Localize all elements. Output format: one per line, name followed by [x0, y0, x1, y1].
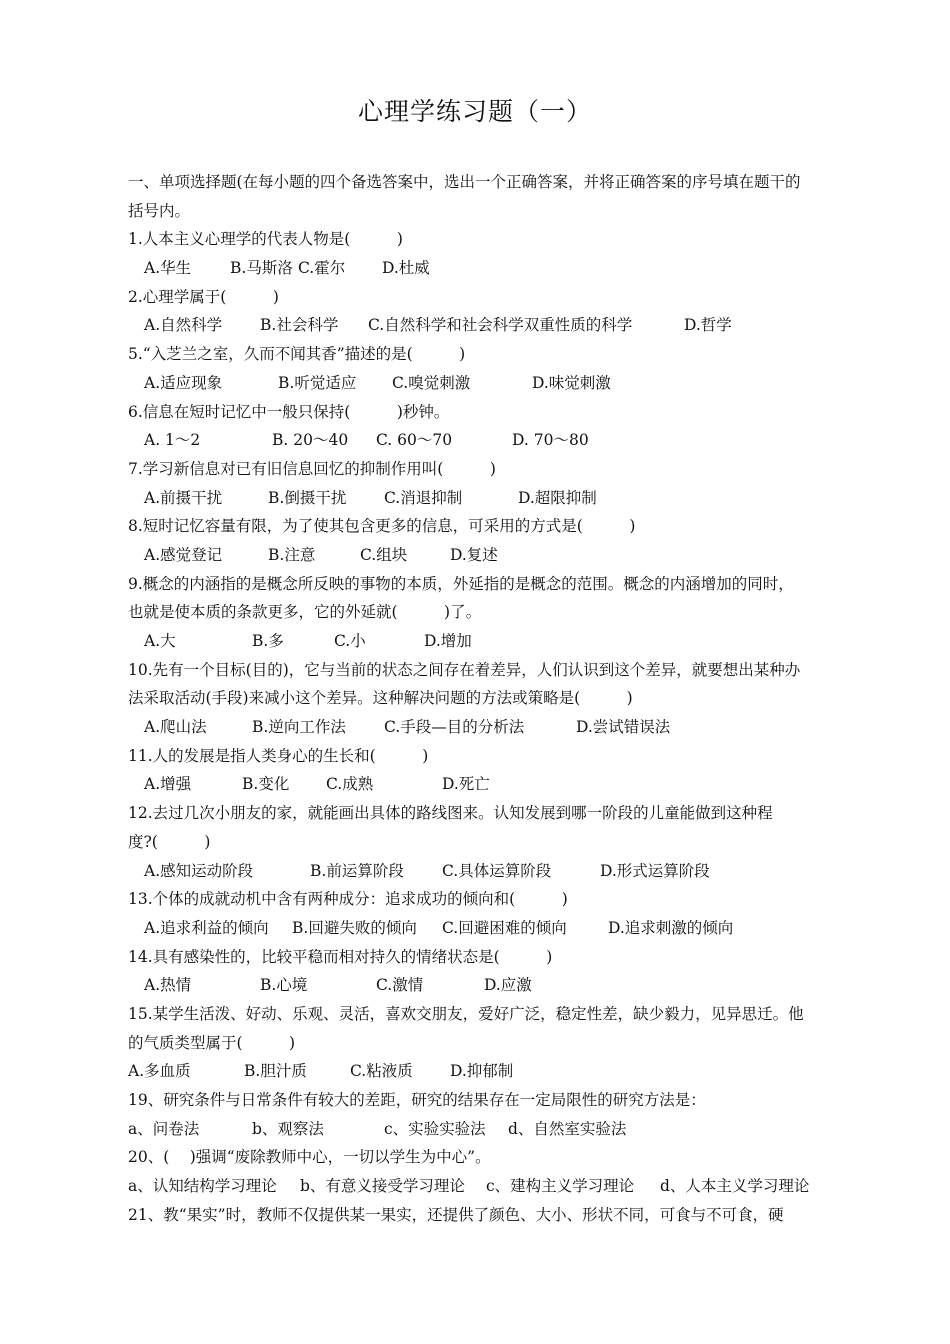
question-stem: 21、教“果实”时，教师不仅提供某一果实，还提供了颜色、大小、形状不同，可食与不可食，硬 [128, 1205, 784, 1224]
option: A. 1～2 [144, 431, 201, 450]
option: A.前摄干扰 [144, 488, 223, 507]
option-row [128, 770, 850, 799]
option: C.消退抑制 [384, 488, 463, 507]
option: C.小 [334, 632, 366, 650]
option: C.自然科学和社会科学双重性质的科学 [368, 316, 633, 335]
option: A.爬山法 [144, 718, 207, 737]
option: C.具体运算阶段 [442, 861, 552, 880]
question-stem: 2.心理学属于( ) [128, 287, 279, 306]
question-stem: 7.学习新信息对已有旧信息回忆的抑制作用叫( ) [128, 459, 496, 478]
option: A.自然科学 [144, 316, 223, 335]
option-row [128, 311, 850, 340]
option: D.增加 [424, 632, 472, 650]
option-row [128, 857, 850, 886]
option-row [128, 914, 850, 943]
option: A.追求利益的倾向 [144, 918, 269, 937]
option: D.复述 [450, 545, 498, 564]
option: B.回避失败的倾向 [292, 918, 417, 937]
option: A.多血质 [128, 1062, 191, 1081]
option: C.霍尔 [298, 259, 346, 278]
option: C.嗅觉刺激 [392, 373, 471, 392]
option: B.多 [252, 632, 284, 650]
option: A.增强 [144, 775, 192, 794]
option-row [128, 1057, 850, 1086]
option: C. 60～70 [376, 431, 453, 450]
option: B.倒摄干扰 [268, 488, 347, 507]
question-stem: 15.某学生活泼、好动、乐观、灵活，喜欢交朋友，爱好广泛，稳定性差，缺少毅力，见异思迁。他 [128, 1004, 804, 1023]
option: A.热情 [144, 976, 192, 995]
option: A.感知运动阶段 [144, 861, 254, 880]
question-stem: 14.具有感染性的，比较平稳而相对持久的情绪状态是( ) [128, 947, 553, 966]
option-row [128, 541, 850, 570]
question-stem: 12.去过几次小朋友的家，就能画出具体的路线图来。认知发展到哪一阶段的儿童能做到这种程 [128, 804, 773, 823]
option-row [128, 254, 850, 283]
option: B.变化 [242, 775, 290, 794]
option: C.激情 [376, 976, 424, 995]
option-row [128, 1115, 850, 1144]
option-row [128, 369, 850, 398]
option: d、自然室实验法 [508, 1119, 627, 1138]
question-stem: 10.先有一个目标(目的)，它与当前的状态之间存在着差异，人们认识到这个差异，就要想出某种办 [128, 660, 801, 679]
option: a、问卷法 [128, 1119, 200, 1138]
question-stem: 法采取活动(手段)来减小这个差异。这种解决问题的方法或策略是( ) [128, 689, 633, 708]
option: c、实验实验法 [384, 1119, 486, 1138]
option: d、人本主义学习理论 [660, 1177, 810, 1196]
option: A.感觉登记 [144, 545, 223, 564]
option: b、观察法 [252, 1119, 324, 1138]
question-stem: 20、( )强调“废除教师中心，一切以学生为中心”。 [128, 1148, 491, 1167]
option: B.社会科学 [260, 316, 339, 335]
option: C.回避困难的倾向 [442, 918, 567, 937]
question-stem: 19、研究条件与日常条件有较大的差距，研究的结果存在一定局限性的研究方法是： [128, 1091, 706, 1109]
option: C.成熟 [326, 775, 374, 794]
option: C.组块 [360, 545, 408, 564]
option: D.形式运算阶段 [600, 861, 710, 880]
question-stem: 度?( ) [128, 832, 211, 851]
option: B.胆汁质 [244, 1062, 307, 1081]
question-stem: 也就是使本质的条款更多，它的外延就( )了。 [128, 603, 482, 622]
option: B.前运算阶段 [310, 861, 404, 880]
question-list [128, 168, 850, 1229]
option: D.抑郁制 [450, 1062, 514, 1081]
option: A.华生 [144, 259, 192, 278]
option: D. 70～80 [512, 431, 589, 450]
question-stem: 9.概念的内涵指的是概念所反映的事物的本质，外延指的是概念的范围。概念的内涵增加的同时， [128, 574, 794, 593]
option: D.追求刺激的倾向 [608, 918, 734, 937]
option: C.粘液质 [350, 1062, 413, 1081]
option: D.杜威 [382, 259, 430, 278]
option: B.注意 [268, 545, 316, 564]
option-row [128, 1172, 850, 1201]
option: C.手段—目的分析法 [384, 718, 525, 737]
option: D.味觉刺激 [532, 373, 611, 392]
option-row [128, 713, 850, 742]
option: D.应激 [484, 976, 532, 995]
intro-line: 括号内。 [128, 201, 191, 220]
option: B.逆向工作法 [252, 718, 346, 737]
option: D.哲学 [684, 316, 732, 335]
option-row [128, 971, 850, 1000]
option: A.适应现象 [144, 373, 223, 392]
option-row [128, 426, 850, 455]
option: a、认知结构学习理论 [128, 1177, 277, 1196]
question-stem: 的气质类型属于( ) [128, 1033, 296, 1052]
option: D.死亡 [442, 775, 490, 794]
question-stem: 8.短时记忆容量有限，为了使其包含更多的信息，可采用的方式是( ) [128, 517, 636, 536]
page-title: 心理学练习题（一） [357, 97, 592, 126]
question-stem: 6.信息在短时记忆中一般只保持( )秒钟。 [128, 402, 450, 421]
option: D.超限抑制 [518, 488, 597, 507]
option: B.听觉适应 [278, 373, 357, 392]
option-row [128, 484, 850, 513]
option: B. 20～40 [272, 431, 349, 450]
question-stem: 13.个体的成就动机中含有两种成分：追求成功的倾向和( ) [128, 890, 568, 909]
intro-line: 一、单项选择题(在每小题的四个备选答案中，选出一个正确答案，并将正确答案的序号填在题干的 [128, 173, 801, 191]
option: D.尝试错误法 [576, 718, 671, 737]
question-stem: 5.“入芝兰之室，久而不闻其香”描述的是( ) [128, 345, 466, 364]
question-stem: 11.人的发展是指人类身心的生长和( ) [128, 746, 429, 765]
option: c、建构主义学习理论 [486, 1177, 635, 1196]
option-row [128, 627, 850, 656]
question-stem: 1.人本主义心理学的代表人物是( ) [128, 230, 403, 249]
option: B.心境 [260, 976, 308, 995]
option: B.马斯洛 [230, 259, 293, 278]
option: A.大 [144, 632, 176, 650]
option: b、有意义接受学习理论 [300, 1177, 465, 1196]
